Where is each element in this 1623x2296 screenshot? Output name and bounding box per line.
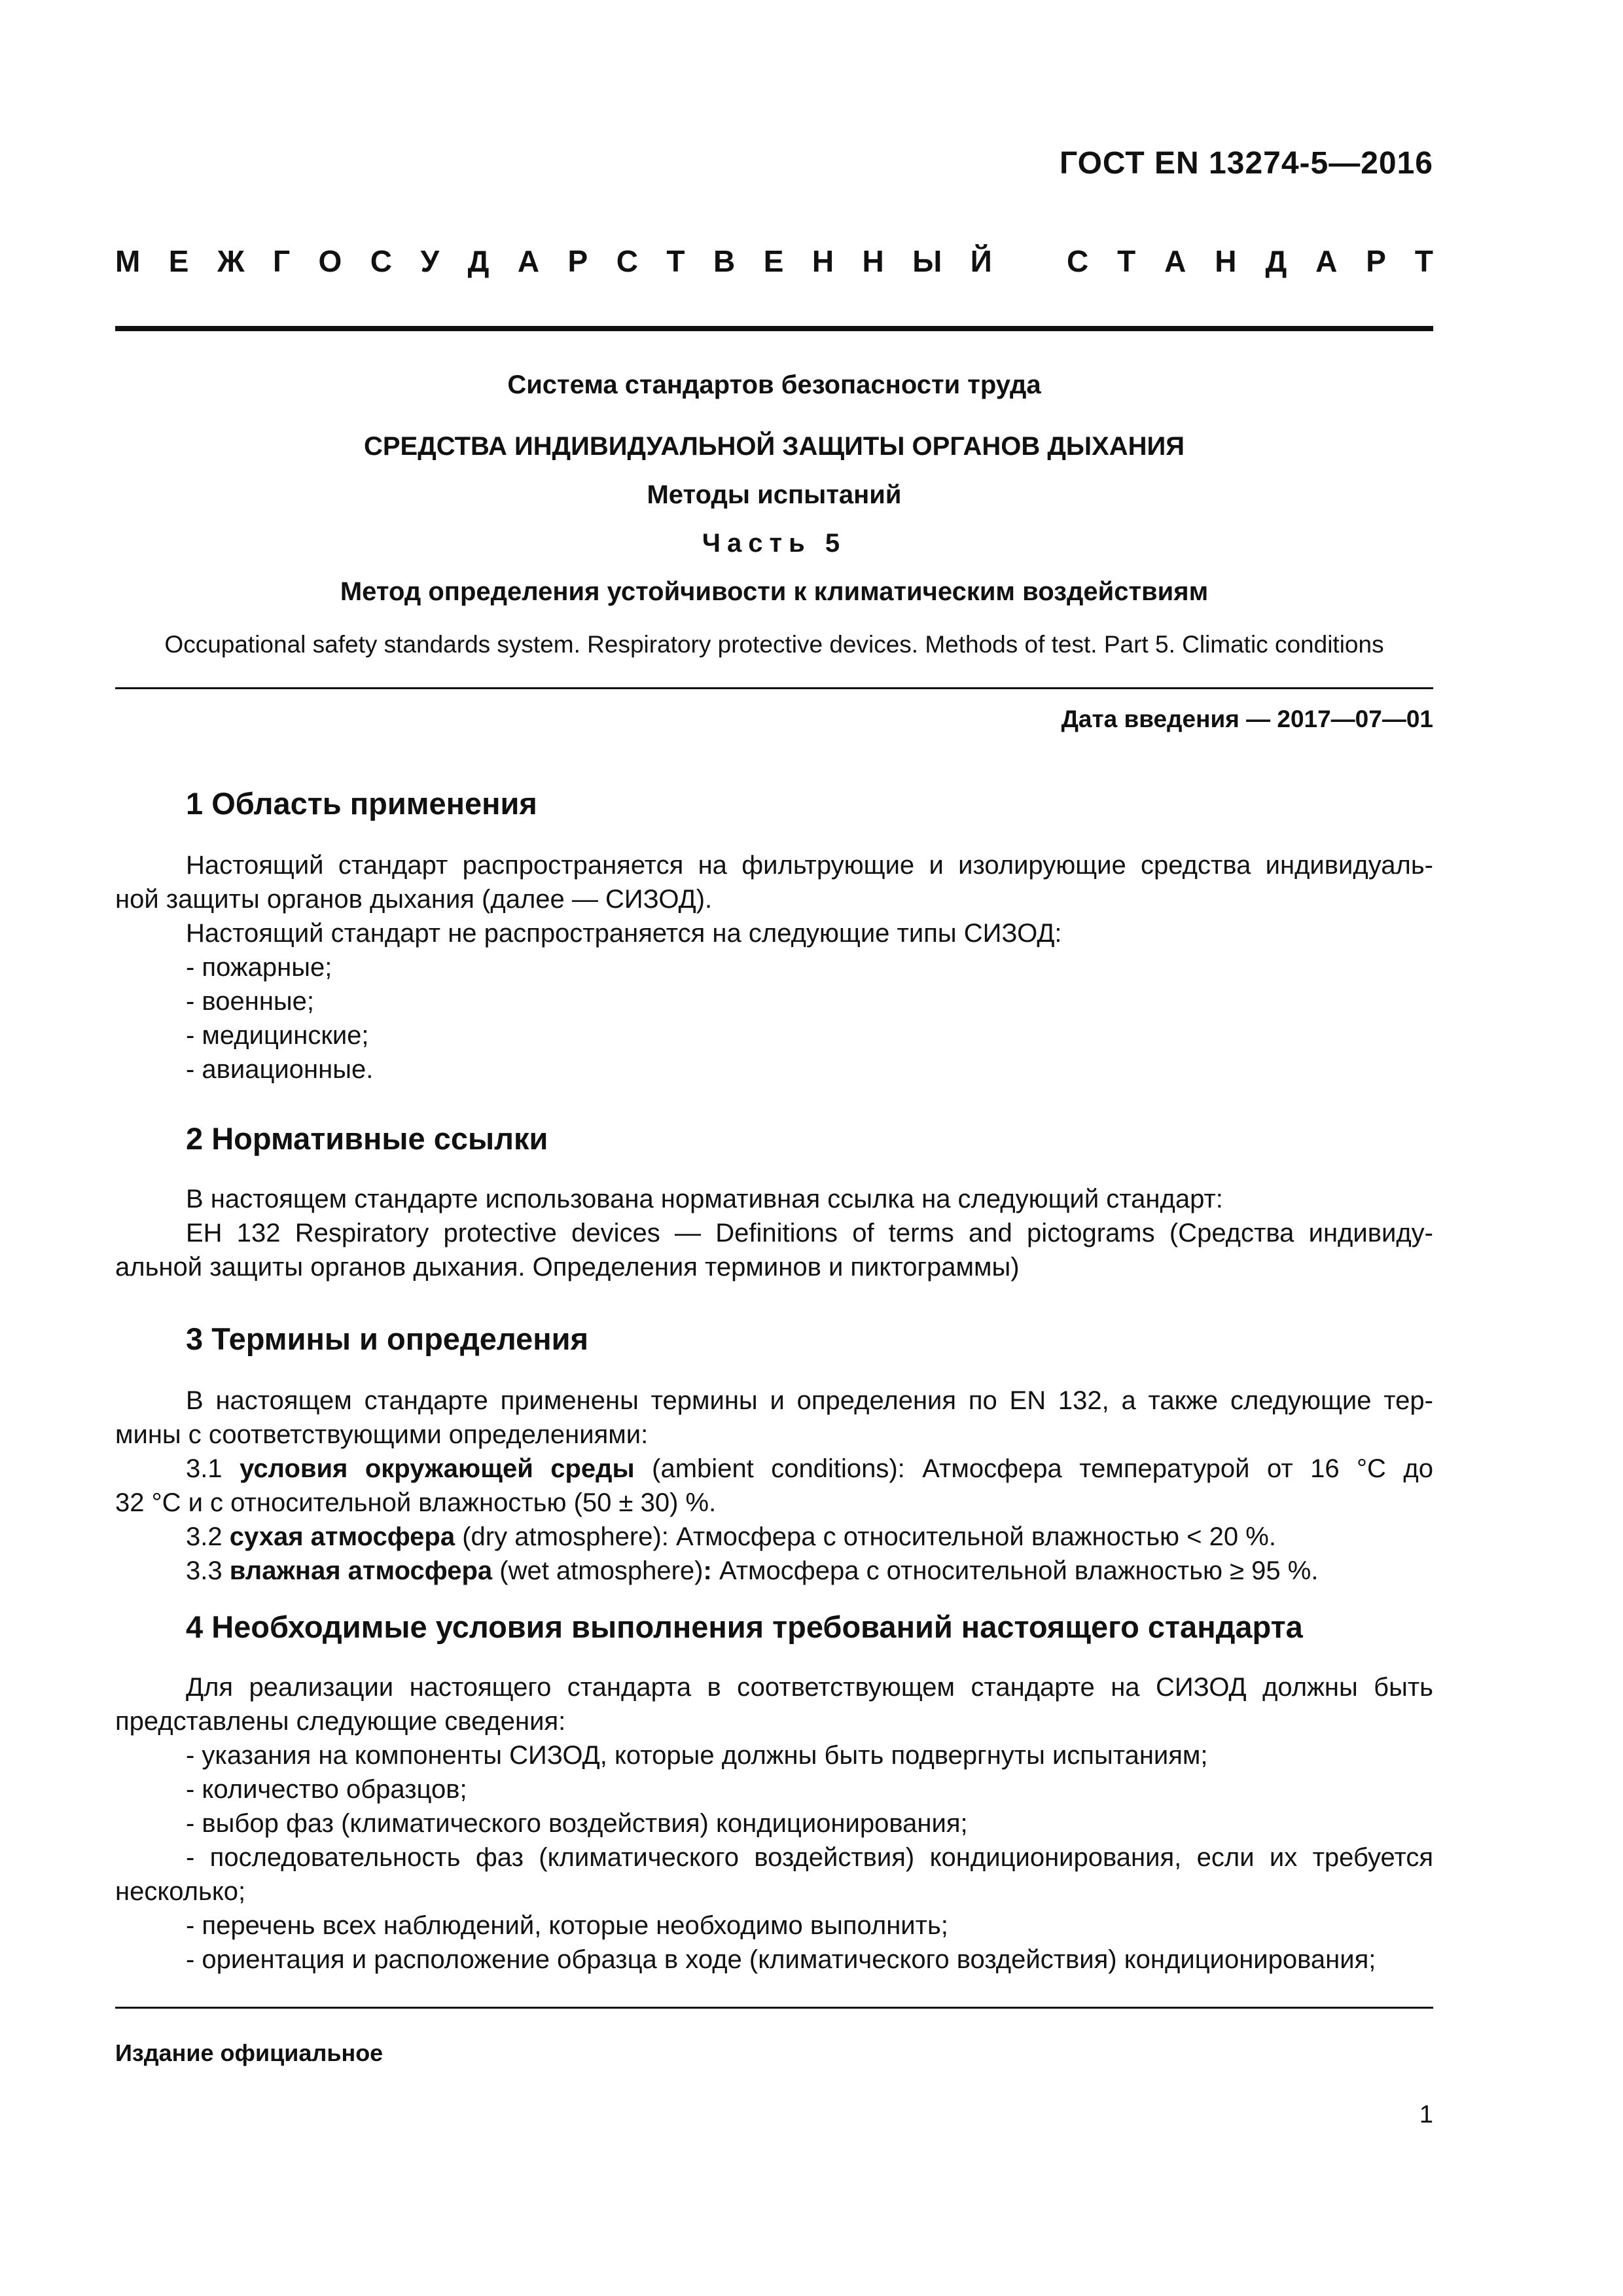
document-id: ГОСТ EN 13274-5—2016 (1060, 146, 1433, 181)
methods-title: Методы испытаний (647, 480, 902, 509)
paragraph: ной защиты органов дыхания (далее — СИЗОД). (115, 885, 713, 914)
term-definition: Атмосфера с относительной влажностью ≥ 95 %. (719, 1556, 1319, 1585)
list-item: - медицинские; (186, 1021, 369, 1050)
section-1-heading: 1 Область применения (186, 786, 537, 821)
term-name: влажная атмосфера (229, 1556, 493, 1585)
section-3-body (115, 1384, 1433, 1588)
term-definition: (ambient conditions): Атмосфера температурой от 16 °С до (652, 1454, 1433, 1483)
official-edition-note: Издание официальное (115, 2039, 383, 2066)
banner-letter: А (1164, 244, 1186, 278)
paragraph: Настоящий стандарт не распространяется на следующие типы СИЗОД: (186, 919, 1062, 948)
section-2-heading: 2 Нормативные ссылки (186, 1121, 548, 1156)
section-4-body (115, 1670, 1433, 1977)
header-thick-rule (115, 326, 1433, 331)
banner-letter: В (713, 244, 736, 278)
banner-letter: А (517, 244, 540, 278)
list-item: - пожарные; (186, 953, 332, 982)
list-item: - указания на компоненты СИЗОД, которые должны быть подвергнуты испытаниям; (186, 1741, 1208, 1770)
paragraph: ЕН 132 Respiratory protective devices — Definitions of terms and pictograms (Средства индивиду- (186, 1219, 1433, 1247)
banner-letter: С (616, 244, 638, 278)
banner-letter: Ж (217, 244, 245, 278)
paragraph: Для реализации настоящего стандарта в соответствующем стандарте на СИЗОД должны быть (186, 1673, 1433, 1702)
list-item-continuation: несколько; (115, 1877, 246, 1906)
paragraph: представлены следующие сведения: (115, 1707, 566, 1736)
term-definition: (dry atmosphere): Атмосфера с относительной влажностью < 20 %. (462, 1522, 1276, 1551)
banner-letter: Т (1414, 244, 1433, 278)
term-number: 3.2 (186, 1522, 223, 1551)
banner-letter: Т (1117, 244, 1136, 278)
banner-letter: Н (862, 244, 884, 278)
english-title: Occupational safety standards system. Respiratory protective devices. Methods of test. Part 5. Climatic conditions (164, 631, 1384, 658)
interstate-word (115, 243, 992, 279)
term-number: 3.1 (186, 1454, 223, 1483)
term-name: сухая атмосфера (229, 1522, 455, 1551)
banner-letter: Д (1265, 244, 1287, 278)
banner-letter: Н (1215, 244, 1237, 278)
paragraph: В настоящем стандарте использована нормативная ссылка на следующий стандарт: (186, 1185, 1223, 1213)
term-3-1 (115, 1452, 1433, 1486)
banner-letter: Н (812, 244, 834, 278)
paragraph: альной защиты органов дыхания. Определения терминов и пиктограммы) (115, 1253, 1020, 1282)
subject-title: Метод определения устойчивости к климатическим воздействиям (340, 577, 1209, 606)
banner-letter: Ы (912, 244, 942, 278)
list-item: - перечень всех наблюдений, которые необходимо выполнить; (186, 1911, 948, 1940)
banner-letter: С (1067, 244, 1089, 278)
paragraph: Настоящий стандарт распространяется на фильтрующие и изолирующие средства индивидуаль- (186, 851, 1433, 880)
introduction-date: Дата введения — 2017—07—01 (1061, 706, 1433, 732)
banner-letter: Г (273, 244, 291, 278)
banner-letter: Т (666, 244, 685, 278)
term-name: условия окружающей среды (240, 1454, 635, 1483)
banner-letter: Е (168, 244, 189, 278)
part-title: Часть 5 (702, 529, 847, 558)
banner-letter: У (420, 244, 440, 278)
system-title: Система стандартов безопасности труда (507, 370, 1041, 399)
main-title: СРЕДСТВА ИНДИВИДУАЛЬНОЙ ЗАЩИТЫ ОРГАНОВ ДЫХАНИЯ (363, 432, 1185, 461)
banner-letter: Р (1366, 244, 1386, 278)
term-number: 3.3 (186, 1556, 223, 1585)
term-english: (wet atmosphere) (499, 1556, 704, 1585)
paragraph: 32 °С и с относительной влажностью (50 ± 30) %. (115, 1488, 717, 1517)
term-3-3 (115, 1554, 1433, 1588)
term-3-2 (115, 1520, 1433, 1554)
term-colon: : (703, 1556, 712, 1585)
list-item: - выбор фаз (климатического воздействия) кондиционирования; (186, 1809, 968, 1838)
banner-letter: А (1315, 244, 1338, 278)
banner-letter: Й (970, 244, 992, 278)
list-item: - ориентация и расположение образца в ходе (климатического воздействия) кондиционирования; (186, 1945, 1376, 1974)
paragraph: мины с соответствующими определениями: (115, 1420, 649, 1449)
list-item: - авиационные. (186, 1055, 374, 1084)
list-item: - военные; (186, 987, 315, 1016)
section-4-heading: 4 Необходимые условия выполнения требований настоящего стандарта (186, 1609, 1303, 1644)
list-item: - последовательность фаз (климатического воздействия) кондиционирования, если их требуется (186, 1843, 1433, 1872)
banner-letter: С (370, 244, 393, 278)
banner-letter: Р (567, 244, 588, 278)
standard-word (1067, 243, 1433, 279)
section-2-body (115, 1182, 1433, 1284)
interstate-standard-banner (115, 243, 1433, 279)
banner-letter: О (318, 244, 342, 278)
banner-letter: Д (467, 244, 490, 278)
footer-rule (115, 2007, 1433, 2009)
banner-letter: М (115, 244, 141, 278)
banner-letter: Е (763, 244, 784, 278)
paragraph: В настоящем стандарте применены термины и определения по EN 132, а также следующие тер- (186, 1386, 1433, 1415)
title-rule (115, 687, 1433, 689)
section-1-body (115, 848, 1433, 1086)
list-item: - количество образцов; (186, 1775, 467, 1804)
page-number: 1 (1419, 2101, 1433, 2128)
section-3-heading: 3 Термины и определения (186, 1321, 588, 1356)
